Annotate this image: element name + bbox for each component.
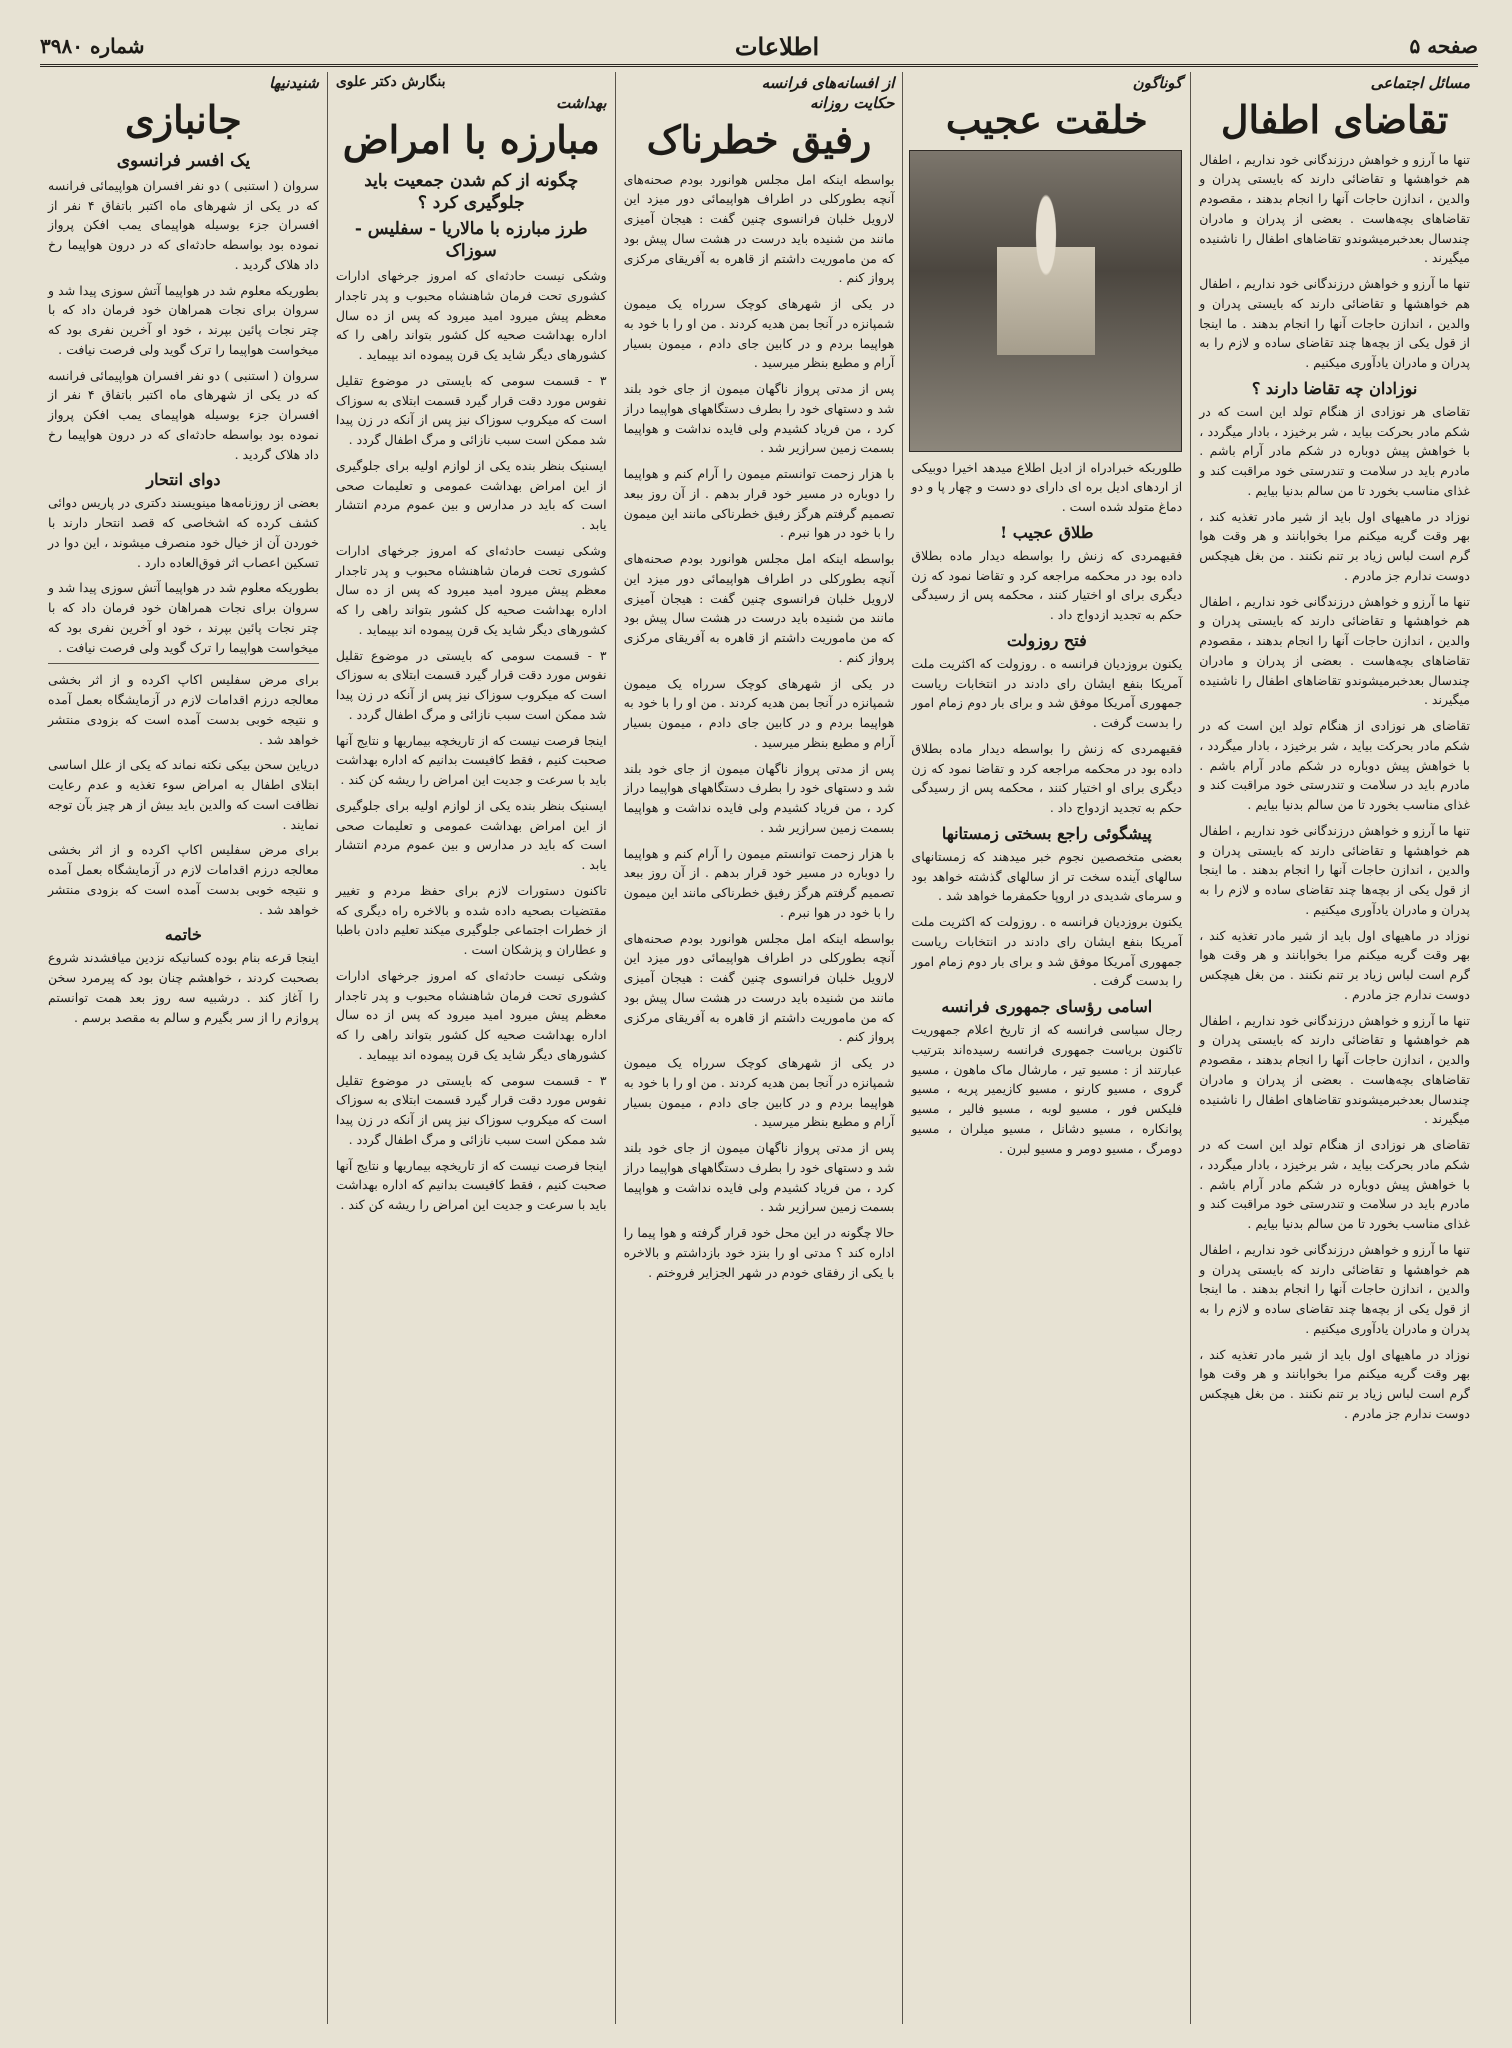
article-paragraph: اینجا قرعه بنام بوده کسانیکه نزدین میافشدند شروع بصحبت کردند ، خواهشم چنان بود که پیرمرد سخن را آغاز کند . درشبیه سه روز بعد همت توانستم پروازم را از سر بگیرم و سالم به مقصد برسم . — [48, 950, 319, 1025]
article-paragraph: بطوریکه معلوم شد در هواپیما آتش سوزی پیدا شد و سروان برای نجات همراهان خود فرمان داد که با چتر نجات پائین بپرند ، خود او آخرین نفری بود که میخواست هواپیما را ترک گوید ولی فرصت نیافت . — [48, 282, 319, 357]
article-paragraph: پس از مدتی پرواز ناگهان میمون از جای خود بلند شد و دستهای خود را بطرف دستگاههای هواپیما دراز کرد ، من فریاد کشیدم ولی فایده نداشت و هواپیما بسمت زمین سرازیر شد . — [623, 381, 895, 456]
article-paragraph: در یکی از شهرهای کوچک سرراه یک میمون شمپانزه در آنجا بمن هدیه کردند . من او را با خود به هواپیما بردم و در کابین جای دادم ، میمون بسیار آرام و مطیع بنظر میرسید . — [623, 1055, 895, 1130]
article-paragraph: حالا چگونه در این محل خود قرار گرفته و هوا پیما را اداره کند ؟ مدتی او را بنزد خود بازداشتم و بالاخره با یکی از رفقای خودم در شهر الجزایر فروختم . — [623, 1225, 895, 1280]
article-paragraph: ۳ - قسمت سومی که بایستی در موضوع تقلیل نفوس مورد دقت قرار گیرد قسمت ابتلای به سوزاک است که میکروب سوزاک نیز پس از آنکه در زن پیدا شد ممکن است سبب نازائی و مرگ اطفال گردد . — [335, 372, 607, 448]
section-subheading: دوای انتحار — [146, 470, 221, 490]
masthead — [40, 28, 1478, 67]
section-subheading: طلاق عجیب ! — [1000, 522, 1094, 542]
article-subheading: چگونه از کم شدن جمعیت باید جلوگیری کرد ؟ — [364, 170, 579, 213]
article-paragraph: بطوریکه معلوم شد در هواپیما آتش سوزی پیدا شد و سروان برای نجات همراهان خود فرمان داد که با چتر نجات پائین بپرند ، خود او آخرین نفری بود که میخواست هواپیما را ترک گوید ولی فرصت نیافت . — [48, 580, 319, 655]
section-subheading: فتح روزولت — [1006, 630, 1087, 650]
article-paragraph: تقاضای هر نوزادی از هنگام تولد این است که در شکم مادر بحرکت بیاید ، شر برخیزد ، بادار میگردد ، با خواهش پیش دوباره در شکم مادر آرام باشم . مادرم باید در سلامت و تندرستی خود مراقبت کند و غذای مناسب بخورد تا من سالم بدنیا بیایم . — [1199, 1137, 1470, 1232]
column-strange-creature — [902, 72, 1190, 2024]
article-paragraph: تنها ما آرزو و خواهش درزندگانی خود نداریم ، اطفال هم خواهشها و تقاضائی دارند که بایستی پدران و والدین ، اندازن حاجات آنها را انجام بدهند ، مقصودم تقاضاهای بچه‌هاست . بعضی از پدران و مادران چندسال بعدخبرمیشوندو تقاضاهای اطفال را ناشنیده میگیرند . — [1199, 151, 1470, 266]
article-paragraph: تنها ما آرزو و خواهش درزندگانی خود نداریم ، اطفال هم خواهشها و تقاضائی دارند که بایستی پدران و والدین ، اندازن حاجات آنها را انجام بدهند ، مقصودم تقاضاهای بچه‌هاست . بعضی از پدران و مادران چندسال بعدخبرمیشوندو تقاضاهای اطفال را ناشنیده میگیرند . — [1199, 1012, 1470, 1127]
article-paragraph: تقاضای هر نوزادی از هنگام تولد این است که در شکم مادر بحرکت بیاید ، شر برخیزد ، بادار میگردد ، با خواهش پیش دوباره در شکم مادر آرام باشم . مادرم باید در سلامت و تندرستی خود مراقبت کند و غذای مناسب بخورد تا من سالم بدنیا بیایم . — [1199, 403, 1470, 498]
section-rubric: شنیدنیها — [269, 74, 319, 92]
article-byline: بنگارش دکتر علوی — [335, 74, 446, 90]
article-paragraph: وشکی نیست حادثه‌ای که امروز جرخهای ادارات کشوری تحت فرمان شاهنشاه محبوب و پدر تاجدار معظم پیش میرود امید میرود که پس از ده سال اداره بهداشت صحیه کل کشور بتواند راهی را که کشورهای دیگر شاید یک قرن پیموده اند بپیماید . — [335, 967, 607, 1062]
article-paragraph: تنها ما آرزو و خواهش درزندگانی خود نداریم ، اطفال هم خواهشها و تقاضائی دارند که بایستی پدران و والدین ، اندازن حاجات آنها را انجام بدهند . ما اینجا از قول یکی از بچه‌ها چند تقاضای ساده و لازم را به پدران و مادران یادآوری میکنیم . — [1199, 822, 1470, 917]
article-paragraph: تنها ما آرزو و خواهش درزندگانی خود نداریم ، اطفال هم خواهشها و تقاضائی دارند که بایستی پدران و والدین ، اندازن حاجات آنها را انجام بدهند ، مقصودم تقاضاهای بچه‌هاست . بعضی از پدران و مادران چندسال بعدخبرمیشوندو تقاضاهای اطفال را ناشنیده میگیرند . — [1199, 593, 1470, 708]
article-paragraph: رجال سیاسی فرانسه که از تاریخ اعلام جمهوریت تاکنون بریاست جمهوری فرانسه رسیده‌اند بترتیب عبارتند از : مسیو تیر ، مارشال ماک ماهون ، مسیو گروی ، مسیو کارنو ، مسیو کازیمیر پریه ، مسیو فلیکس فور ، مسیو لوبه ، مسیو فالیر ، مسیو پوانکاره ، مسیو دشانل ، مسیو میلران ، مسیو دومرگ ، مسیو دومر و مسیو لبرن . — [911, 1022, 1183, 1156]
article-paragraph: یکنون بروزدیان فرانسه ه . روزولت که اکثریت ملت آمریکا بنفع ایشان رای دادند در انتخابات ریاست جمهوری آمریکا موفق شد و برای بار دوم زمام امور را بدست گرفت . — [911, 655, 1183, 731]
article-headline: رفیق خطرناک — [646, 117, 872, 162]
article-paragraph: تقاضای هر نوزادی از هنگام تولد این است که در شکم مادر بحرکت بیاید ، شر برخیزد ، بادار میگردد ، با خواهش پیش دوباره در شکم مادر آرام باشم . مادرم باید در سلامت و تندرستی خود مراقبت کند و غذای مناسب بخورد تا من سالم بدنیا بیایم . — [1199, 718, 1470, 813]
column-self-sacrifice — [40, 72, 327, 2024]
column-children-requests — [1190, 72, 1478, 2024]
divider — [48, 663, 319, 664]
article-paragraph: بعضی از روزنامه‌ها مینویسند دکتری در پاریس دوائی کشف کرده که اشخاصی که قصد انتحار دارند با خوردن آن از خیال خود منصرف میشوند ، این دوا در تسکین اعصاب اثر فوق‌العاده دارد . — [48, 495, 319, 570]
section-subheading: پیشگوئی راجع بسختی زمستانها — [941, 823, 1152, 843]
article-paragraph: ایسنیک بنظر بنده یکی از لوازم اولیه برای جلوگیری از این امراض بهداشت عمومی و تعلیمات صحی است که باید در مدارس و بین عموم مردم انتشار یابد . — [335, 457, 607, 533]
section-subheading: اسامی رؤسای جمهوری فرانسه — [941, 997, 1153, 1017]
article-paragraph: ایسنیک بنظر بنده یکی از لوازم اولیه برای جلوگیری از این امراض بهداشت عمومی و تعلیمات صحی است که باید در مدارس و بین عموم مردم انتشار یابد . — [335, 797, 607, 873]
page-number: صفحه ۵ — [1409, 34, 1478, 58]
article-paragraph: تاکنون دستورات لازم برای حفظ مردم و تغییر مقتضیات بصحیه داده شده و بالاخره راه دیگری که از خطرات اجتماعی جلوگیری میکند تعلیم دادن باطبا و عطاران و پزشکان است . — [335, 882, 607, 958]
section-subheading: خاتمه — [164, 925, 202, 945]
article-paragraph: ۳ - قسمت سومی که بایستی در موضوع تقلیل نفوس مورد دقت قرار گیرد قسمت ابتلای به سوزاک است که میکروب سوزاک نیز پس از آنکه در زن پیدا شد ممکن است سبب نازائی و مرگ اطفال گردد . — [335, 1072, 607, 1147]
article-paragraph: تنها ما آرزو و خواهش درزندگانی خود نداریم ، اطفال هم خواهشها و تقاضائی دارند که بایستی پدران و والدین ، اندازن حاجات آنها را انجام بدهند . ما اینجا از قول یکی از بچه‌ها چند تقاضای ساده و لازم را به پدران و مادران یادآوری میکنیم . — [1199, 276, 1470, 371]
article-headline: تقاضای اطفال — [1220, 97, 1449, 142]
article-paragraph: با هزار زحمت توانستم میمون را آرام کنم و هواپیما را دوباره در مسیر خود قرار بدهم . از آن روز ببعد تصمیم گرفتم هرگز رفیق خطرناکی مانند این میمون را با خود در هوا نبرم . — [623, 845, 895, 920]
section-rubric: بهداشت — [556, 94, 607, 112]
article-paragraph: بواسطه اینکه امل مجلس هوانورد بودم صحنه‌های آنچه بطورکلی در اطراف هواپیمائی دور میزد این لارویل خلبان فرانسوی چنین گفت : هیجان آمیزی مانند من شنیده باید درست در هشت سال پیش بود که من ماموریت داشتم از قاهره به آفریقای مرکزی پرواز کنم . — [623, 551, 895, 665]
section-rubric: مسائل اجتماعی — [1370, 74, 1470, 92]
article-headline: مبارزه با امراض — [342, 117, 600, 162]
column-fighting-diseases — [327, 72, 615, 2024]
section-subheading: نوزادان چه تقاضا دارند ؟ — [1251, 378, 1418, 398]
article-paragraph: برای مرض سفلیس اکاپ اکرده و از اثر بخشی معالجه درزم اقدامات لازم در آزمایشگاه بعمل آمده و نتیجه خوبی بدست آمده است که بزودی منتشر خواهد شد . — [48, 842, 319, 917]
column-dangerous-companion — [615, 72, 903, 2024]
article-paragraph: نوزاد در ماهیهای اول باید از شیر مادر تغذیه کند ، بهر وقت گریه میکنم مرا بخوابانند و هر وقت هوا گرم است لباس زیاد بر تنم نکنند . من بغل هیچکس دوست ندارم جز مادرم . — [1199, 927, 1470, 1002]
article-paragraph: سروان ( استنبی ) دو نفر افسران هواپیمائی فرانسه که در یکی از شهرهای ماه اکتبر باتفاق ۴ نفر از افسران جزء بوسیله هواپیمای یمب افکن پرواز نموده بود بواسطه حادثه‌ای که در درون هواپیما رخ داد هلاک گردید . — [48, 177, 319, 272]
creature-photo — [909, 150, 1182, 452]
section-rubric: گوناگون — [1132, 74, 1183, 92]
article-headline: خلقت عجیب — [945, 97, 1148, 142]
issue-number: شماره ۳۹۸۰ — [40, 34, 145, 58]
article-paragraph: تنها ما آرزو و خواهش درزندگانی خود نداریم ، اطفال هم خواهشها و تقاضائی دارند که بایستی پدران و والدین ، اندازن حاجات آنها را انجام بدهند . ما اینجا از قول یکی از بچه‌ها چند تقاضای ساده و لازم را به پدران و مادران یادآوری میکنیم . — [1199, 1241, 1470, 1336]
article-paragraph: وشکی نیست حادثه‌ای که امروز جرخهای ادارات کشوری تحت فرمان شاهنشاه محبوب و پدر تاجدار معظم پیش میرود امید میرود که پس از ده سال اداره بهداشت صحیه کل کشور بتواند راهی را که کشورهای دیگر شاید یک قرن پیموده اند بپیماید . — [335, 542, 607, 637]
article-paragraph: بواسطه اینکه امل مجلس هوانورد بودم صحنه‌های آنچه بطورکلی در اطراف هواپیمائی دور میزد این لارویل خلبان فرانسوی چنین گفت : هیجان آمیزی مانند من شنیده باید درست در هشت سال پیش بود که من ماموریت داشتم از قاهره به آفریقای مرکزی پرواز کنم . — [623, 930, 895, 1045]
article-paragraph: بعضی متخصصین نجوم خبر میدهند که زمستانهای سالهای آینده سخت تر از سالهای گذشته خواهد بود و سرمای شدیدی در اروپا حکمفرما خواهد شد . — [911, 848, 1183, 904]
article-headline: جانبازی — [125, 97, 242, 142]
article-paragraph: پس از مدتی پرواز ناگهان میمون از جای خود بلند شد و دستهای خود را بطرف دستگاههای هواپیما دراز کرد ، من فریاد کشیدم ولی فایده نداشت و هواپیما بسمت زمین سرازیر شد . — [623, 760, 895, 835]
article-paragraph: یکنون بروزدیان فرانسه ه . روزولت که اکثریت ملت آمریکا بنفع ایشان رای دادند در انتخابات ریاست جمهوری آمریکا موفق شد و برای بار دوم زمام امور را بدست گرفت . — [911, 914, 1183, 989]
creature-figure — [997, 187, 1094, 427]
article-paragraph: نوزاد در ماهیهای اول باید از شیر مادر تغذیه کند ، بهر وقت گریه میکنم مرا بخوابانند و هر وقت هوا گرم است لباس زیاد بر تنم نکنند . من بغل هیچکس دوست ندارم جز مادرم . — [1199, 508, 1470, 583]
section-rubric: حکایت روزانه — [810, 94, 895, 112]
article-paragraph: فقیهمردی که زنش را بواسطه دیدار ماده بطلاق داده بود در محکمه مراجعه کرد و تقاضا نمود که زن دیگری برای او اختیار کنند ، محکمه پس از رسیدگی حکم به تجدید ازدواج داد . — [911, 740, 1183, 816]
section-kicker: از افسانه‌های فرانسه — [761, 74, 895, 92]
article-paragraph: بواسطه اینکه امل مجلس هوانورد بودم صحنه‌های آنچه بطورکلی در اطراف هواپیمائی دور میزد این لارویل خلبان فرانسوی چنین گفت : هیجان آمیزی مانند من شنیده باید درست در هشت سال پیش بود که من ماموریت داشتم از قاهره به آفریقای مرکزی پرواز کنم . — [623, 171, 895, 286]
columns — [40, 72, 1478, 2024]
article-paragraph: نوزاد در ماهیهای اول باید از شیر مادر تغذیه کند ، بهر وقت گریه میکنم مرا بخوابانند و هر وقت هوا گرم است لباس زیاد بر تنم نکنند . من بغل هیچکس دوست ندارم جز مادرم . — [1199, 1346, 1470, 1421]
newspaper-name: اطلاعات — [734, 31, 820, 61]
article-paragraph: سروان ( استنبی ) دو نفر افسران هواپیمائی فرانسه که در یکی از شهرهای ماه اکتبر باتفاق ۴ نفر از افسران جزء بوسیله هواپیمای یمب افکن پرواز نموده بود بواسطه حادثه‌ای که در درون هواپیما رخ داد هلاک گردید . — [48, 367, 319, 462]
article-paragraph: ۳ - قسمت سومی که بایستی در موضوع تقلیل نفوس مورد دقت قرار گیرد قسمت ابتلای به سوزاک است که میکروب سوزاک نیز پس از آنکه در زن پیدا شد ممکن است سبب نازائی و مرگ اطفال گردد . — [335, 647, 607, 722]
article-paragraph: پس از مدتی پرواز ناگهان میمون از جای خود بلند شد و دستهای خود را بطرف دستگاههای هواپیما دراز کرد ، من فریاد کشیدم ولی فایده نداشت و هواپیما بسمت زمین سرازیر شد . — [623, 1140, 895, 1215]
article-paragraph: وشکی نیست حادثه‌ای که امروز جرخهای ادارات کشوری تحت فرمان شاهنشاه محبوب و پدر تاجدار معظم پیش میرود امید میرود که پس از ده سال اداره بهداشت صحیه کل کشور بتواند راهی را که کشورهای دیگر شاید یک قرن پیموده اند بپیماید . — [335, 268, 607, 363]
photo-caption: طلوربکه خبرادراه از ادیل اطلاع میدهد اخیرا دوبیکی از اردهای ادیل بره ای دارای دو دست و چهار پا و دو دماغ متولد شده است . — [911, 459, 1183, 515]
article-paragraph: با هزار زحمت توانستم میمون را آرام کنم و هواپیما را دوباره در مسیر خود قرار بدهم . از آن روز ببعد تصمیم گرفتم هرگز رفیق خطرناکی مانند این میمون را با خود در هوا نبرم . — [623, 466, 895, 541]
article-paragraph: در یکی از شهرهای کوچک سرراه یک میمون شمپانزه در آنجا بمن هدیه کردند . من او را با خود به هواپیما بردم و در کابین جای دادم ، میمون بسیار آرام و مطیع بنظر میرسید . — [623, 296, 895, 371]
article-paragraph: فقیهمردی که زنش را بواسطه دیدار ماده بطلاق داده بود در محکمه مراجعه کرد و تقاضا نمود که زن دیگری برای او اختیار کنند ، محکمه پس از رسیدگی حکم به تجدید ازدواج داد . — [911, 547, 1183, 623]
article-paragraph: برای مرض سفلیس اکاپ اکرده و از اثر بخشی معالجه درزم اقدامات لازم در آزمایشگاه بعمل آمده و نتیجه خوبی بدست آمده است که بزودی منتشر خواهد شد . — [48, 672, 319, 747]
article-subheading: طرز مبارزه با مالاریا - سفلیس - سوزاک — [354, 218, 588, 261]
article-subheading: یک افسر فرانسوی — [116, 150, 251, 171]
article-paragraph: اینجا فرصت نیست که از تاریخچه بیماریها و نتایج آنها صحبت کنیم ، فقط کافیست بدانیم که اداره بهداشت باید با سرعت و جدیت این امراض را ریشه کن کند . — [335, 1157, 607, 1213]
article-paragraph: در یکی از شهرهای کوچک سرراه یک میمون شمپانزه در آنجا بمن هدیه کردند . من او را با خود به هواپیما بردم و در کابین جای دادم ، میمون بسیار آرام و مطیع بنظر میرسید . — [623, 675, 895, 750]
article-paragraph: اینجا فرصت نیست که از تاریخچه بیماریها و نتایج آنها صحبت کنیم ، فقط کافیست بدانیم که اداره بهداشت باید با سرعت و جدیت این امراض را ریشه کن کند . — [335, 732, 607, 788]
article-paragraph: دریاین سحن بیکی نکته نماند که یکی از علل اساسی ابتلای اطفال به امراض سوء تغذیه و عدم رعایت نظافت است که والدین باید بیش از هر چیز بآن توجه نمایند . — [48, 757, 319, 832]
